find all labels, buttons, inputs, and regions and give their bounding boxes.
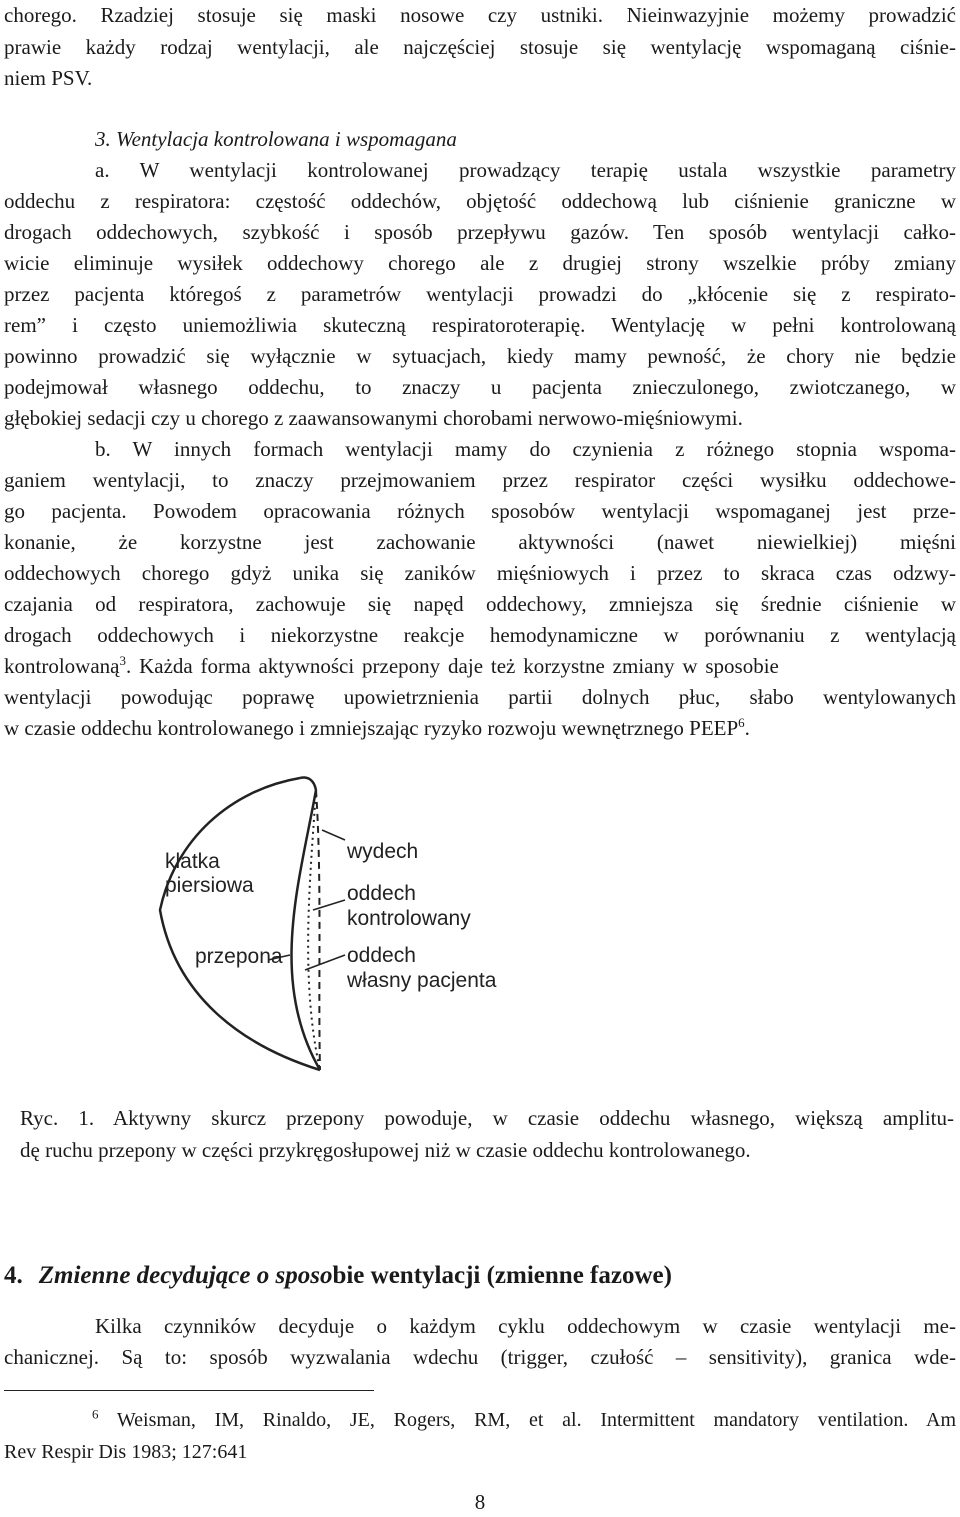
label-oddech-wlasny-2: własny pacjenta [347, 969, 497, 992]
figure-caption-line: dę ruchu przepony w części przykręgosłupowej niż w czasie oddechu kontrolowanego. [20, 1138, 751, 1162]
label-klatka: klatka [165, 850, 220, 873]
paragraph-text: w czasie oddechu kontrolowanego i zmniejszając ryzyko rozwoju wewnętrznego PEEP [4, 716, 739, 740]
footnote-line: Rev Respir Dis 1983; 127:641 [4, 1441, 248, 1463]
paragraph-line: drogach oddechowych, szybkość i sposób przepływu gazów. Ten sposób wentylacji całko- [4, 220, 956, 244]
expiration-curve [316, 790, 320, 1070]
paragraph-line [4, 713, 956, 744]
citation-ref[interactable]: 6 [738, 715, 745, 730]
label-oddech-kontrolowany-1: oddech [347, 882, 416, 905]
paragraph-line [4, 651, 956, 682]
pointer-wydech [322, 830, 345, 840]
paragraph-line: chorego. Rzadziej stosuje się maski nosowe czy ustniki. Nieinwazyjnie możemy prowadzić [4, 3, 956, 27]
paragraph-line: chanicznej. Są to: sposób wyzwalania wdechu (trigger, czułość – sensitivity), granica wde- [4, 1345, 956, 1369]
label-wydech: wydech [347, 840, 419, 863]
paragraph-line: rem” i często uniemożliwia skuteczną respiratoroterapię. Wentylację w pełni kontrolowaną [4, 313, 956, 337]
paragraph-line: konanie, że korzystne jest zachowanie aktywności (nawet niewielkiej) mięśni [4, 530, 956, 554]
paragraph-line: czajania od respiratora, zachowuje się napęd oddechowy, zmniejsza się średnie ciśnienie w [4, 592, 956, 616]
citation-ref[interactable]: 3 [119, 653, 126, 668]
paragraph-line: wicie eliminuje wysiłek oddechowy chorego ale z drugiej strony wszelkie próby zmiany [4, 251, 956, 275]
figure-caption-line: Ryc. 1. Aktywny skurcz przepony powoduje, w czasie oddechu własnego, większą amplitu- [20, 1106, 954, 1130]
chest-wall-curve [160, 778, 320, 1070]
paragraph-line: b. W innych formach wentylacji mamy do czynienia z różnego stopnia wspoma- [95, 437, 956, 461]
paragraph-text: . [744, 716, 750, 740]
pointer-kontrolowany [313, 900, 345, 910]
label-piersiowa: piersiowa [165, 874, 254, 897]
section-title-italic: Zmienne decydujące o sposo [38, 1262, 333, 1289]
section-title-rest: bie wentylacji (zmienne fazowe) [332, 1262, 672, 1289]
diaphragm-curve [292, 790, 320, 1070]
paragraph-line: przez pacjenta któregoś z parametrów wentylacji prowadzi do „kłócenie się z respirato- [4, 282, 956, 306]
section-number: 4. [4, 1262, 23, 1289]
page-number: 8 [474, 1490, 486, 1514]
chest-top-curve [300, 778, 316, 791]
section-4-heading [4, 1258, 672, 1294]
paragraph-line: ganiem wentylacji, to znaczy przejmowaniem przez respirator części wysiłku oddechowe- [4, 468, 956, 492]
paragraph-text: . Każda forma aktywności przepony daje też korzystne zmiany w sposobie [125, 654, 779, 678]
pointer-wlasny [305, 955, 345, 970]
label-przepona: przepona [195, 945, 283, 968]
paragraph-line: Kilka czynników decyduje o każdym cyklu oddechowym w czasie wentylacji me- [95, 1314, 956, 1338]
paragraph-line: go pacjenta. Powodem opracowania różnych sposobów wentylacji wspomaganej jest prze- [4, 499, 956, 523]
paragraph-line: oddechowych chorego gdyż unika się zaników mięśniowych i przez to skraca czas odzwy- [4, 561, 956, 585]
paragraph-line: niem PSV. [4, 66, 93, 90]
footnote-text: Weisman, IM, Rinaldo, JE, Rogers, RM, et al. Intermittent mandatory ventilation. Am [116, 1409, 956, 1431]
footnote-line [92, 1405, 956, 1435]
label-oddech-kontrolowany-2: kontrolowany [347, 907, 471, 930]
footnote-separator [4, 1390, 374, 1391]
footnote-mark: 6 [92, 1406, 99, 1422]
paragraph-line: głębokiej sedacji czy u chorego z zaawansowanymi chorobami nerwowo-mięśniowymi. [4, 406, 743, 430]
citation-text: kontrolowaną [4, 654, 120, 678]
paragraph-line: podejmował własnego oddechu, to znaczy u pacjenta znieczulonego, zwiotczanego, w [4, 375, 956, 399]
paragraph-line: drogach oddechowych i niekorzystne reakcje hemodynamiczne w porównaniu z wentylacją [4, 623, 956, 647]
paragraph-line: wentylacji powodując poprawę upowietrznienia partii dolnych płuc, słabo wentylowanych [4, 685, 956, 709]
paragraph-line: a. W wentylacji kontrolowanej prowadzący terapię ustala wszystkie parametry [95, 158, 956, 182]
diaphragm-figure [150, 770, 530, 1100]
section-3-heading: 3. Wentylacja kontrolowana i wspomagana [95, 127, 457, 151]
paragraph-line: oddechu z respiratora: częstość oddechów, objętość oddechową lub ciśnienie graniczne w [4, 189, 956, 213]
label-oddech-wlasny-1: oddech [347, 944, 416, 967]
paragraph-line: prawie każdy rodzaj wentylacji, ale najczęściej stosuje się wentylację wspomaganą ciśnie- [4, 35, 956, 59]
paragraph-line: powinno prowadzić się wyłącznie w sytuacjach, kiedy mamy pewność, że chory nie będzie [4, 344, 956, 368]
